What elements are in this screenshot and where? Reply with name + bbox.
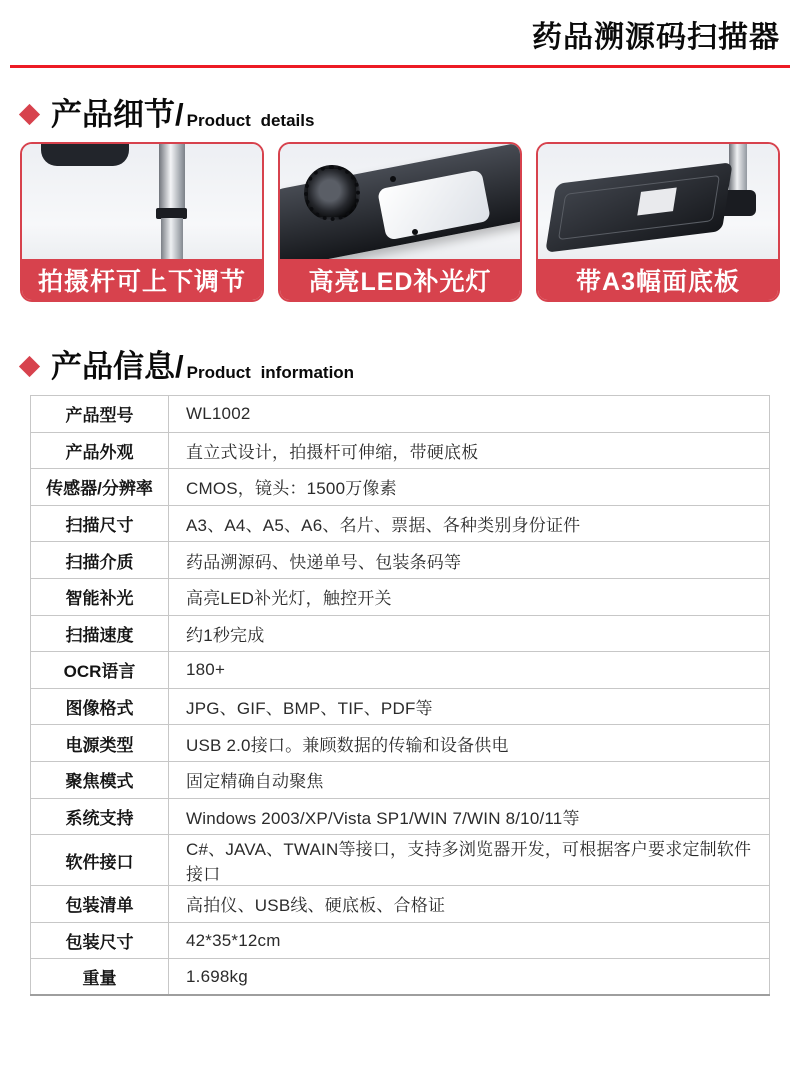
spec-label: 扫描速度 [31, 615, 169, 652]
feature-card-caption: 高亮LED补光灯 [280, 259, 520, 300]
spec-label: 图像格式 [31, 688, 169, 725]
table-row [31, 469, 770, 506]
table-row [31, 542, 770, 579]
table-row [31, 396, 770, 433]
section-title-en: Product information [186, 363, 355, 382]
a3-base-board-photo [538, 144, 778, 259]
spec-value: 高拍仪、USB线、硬底板、合格证 [169, 886, 770, 923]
section-title-zh: 产品细节/ [51, 97, 184, 132]
spec-value: A3、A4、A5、A6、名片、票据、各种类别身份证件 [169, 505, 770, 542]
led-light-head-photo [280, 144, 520, 259]
table-row [31, 835, 770, 886]
feature-card-led [278, 142, 522, 302]
spec-value: 高亮LED补光灯，触控开关 [169, 578, 770, 615]
page-title: 药品溯源码扫描器 [532, 21, 780, 54]
feature-card-board [536, 142, 780, 302]
feature-card-caption: 拍摄杆可上下调节 [22, 259, 262, 300]
spec-label: 系统支持 [31, 798, 169, 835]
spec-value: 药品溯源码、快递单号、包装条码等 [169, 542, 770, 579]
section-header-product-information [18, 346, 782, 386]
section-header-product-details [18, 94, 782, 134]
spec-value: 1.698kg [169, 959, 770, 996]
header-red-rule [10, 65, 790, 68]
spec-label: 包装清单 [31, 886, 169, 923]
spec-label: 产品型号 [31, 396, 169, 433]
table-row [31, 761, 770, 798]
spec-label: 传感器/分辨率 [31, 469, 169, 506]
table-row [31, 652, 770, 689]
table-row [31, 798, 770, 835]
table-row [31, 432, 770, 469]
spec-label: 智能补光 [31, 578, 169, 615]
diamond-bullet-icon [19, 103, 40, 124]
table-row [31, 688, 770, 725]
section-title-en: Product details [186, 111, 315, 130]
camera-lens-icon [304, 165, 360, 221]
table-row [31, 725, 770, 762]
spec-value: 42*35*12cm [169, 922, 770, 959]
spec-value: CMOS，镜头：1500万像素 [169, 469, 770, 506]
table-row [31, 505, 770, 542]
spec-value: 直立式设计，拍摄杆可伸缩，带硬底板 [169, 432, 770, 469]
spec-value: WL1002 [169, 396, 770, 433]
telescopic-pole-photo [22, 144, 262, 259]
spec-label: OCR语言 [31, 652, 169, 689]
spec-value: C#、JAVA、TWAIN等接口，支持多浏览器开发，可根据客户要求定制软件接口 [169, 835, 770, 886]
table-row [31, 578, 770, 615]
camera-head-stub-icon [41, 144, 129, 166]
feature-card-caption: 带A3幅面底板 [538, 259, 778, 300]
table-row [31, 886, 770, 923]
spec-label: 软件接口 [31, 835, 169, 886]
table-row [31, 959, 770, 996]
spec-value: 180+ [169, 652, 770, 689]
spec-label: 包装尺寸 [31, 922, 169, 959]
pole-lower-icon [161, 218, 183, 259]
board-document-icon [637, 187, 676, 215]
spec-label: 扫描尺寸 [31, 505, 169, 542]
section-title-zh: 产品信息/ [51, 349, 184, 384]
spec-value: JPG、GIF、BMP、TIF、PDF等 [169, 688, 770, 725]
spec-value: USB 2.0接口。兼顾数据的传输和设备供电 [169, 725, 770, 762]
spec-table [30, 395, 770, 996]
table-row [31, 922, 770, 959]
page-header [0, 0, 800, 68]
spec-value: Windows 2003/XP/Vista SP1/WIN 7/WIN 8/10/11等 [169, 798, 770, 835]
pole-upper-icon [159, 144, 185, 211]
table-row [31, 615, 770, 652]
spec-label: 重量 [31, 959, 169, 996]
spec-label: 电源类型 [31, 725, 169, 762]
diamond-bullet-icon [19, 355, 40, 376]
feature-card-row [20, 142, 780, 302]
spec-value: 固定精确自动聚焦 [169, 761, 770, 798]
spec-label: 扫描介质 [31, 542, 169, 579]
spec-label: 产品外观 [31, 432, 169, 469]
feature-card-pole [20, 142, 264, 302]
spec-label: 聚焦模式 [31, 761, 169, 798]
board-pole-icon [729, 144, 747, 192]
spec-value: 约1秒完成 [169, 615, 770, 652]
